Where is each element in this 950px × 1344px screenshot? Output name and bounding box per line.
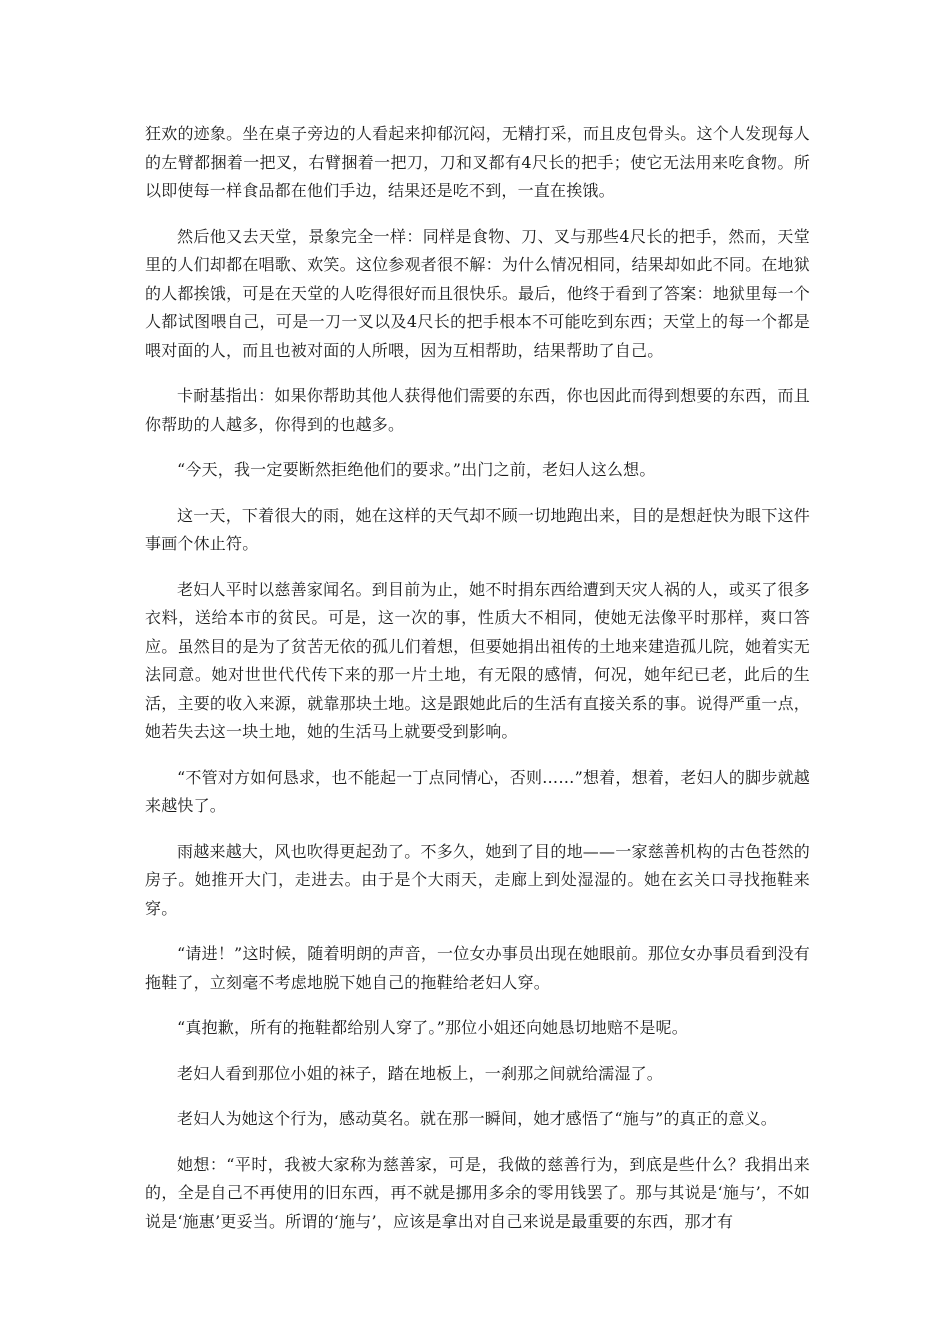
paragraph-12: 老妇人为她这个行为，感动莫名。就在那一瞬间，她才感悟了“施与”的真正的意义。 xyxy=(177,1109,777,1128)
paragraph-2: 然后他又去天堂，景象完全一样：同样是食物、刀、叉与那些4尺长的把手，然而，天堂里的人们却都在唱歌、欢笑。这位参观者很不解：为什么情况相同，结果却如此不同。在地狱的人都挨饿，可是在天堂的人吃得很好而且很快乐。最后，他终于看到了答案：地狱里每一个人都试图喂自己，可是一刀一叉以及4尺长的把手根本不可能吃到东西；天堂上的每一个都是喂对面的人，而且也被对面的人所喂，因为互相帮助，结果帮助了自己。 xyxy=(145,226,810,360)
paragraph-8: 雨越来越大，风也吹得更起劲了。不多久，她到了目的地——一家慈善机构的古色苍然的房子。她推开大门，走进去。由于是个大雨天，走廊上到处湿湿的。她在玄关口寻找拖鞋来穿。 xyxy=(145,841,810,918)
paragraph-11: 老妇人看到那位小姐的袜子，踏在地板上，一刹那之间就给濡湿了。 xyxy=(177,1063,664,1083)
paragraph-13: 她想：“平时，我被大家称为慈善家，可是，我做的慈善行为，到底是些什么？我捐出来的，全是自己不再使用的旧东西，再不就是挪用多余的零用钱罢了。那与其说是‘施与’，不如说是‘施惠’更妥当。所谓的‘施与’，应该是拿出对自己来说是最重要的东西，那才有 xyxy=(145,1154,810,1231)
paragraph-4: “今天，我一定要断然拒绝他们的要求。”出门之前，老妇人这么想。 xyxy=(177,460,656,479)
document-page xyxy=(145,120,810,1253)
paragraph-7: “不管对方如何恳求，也不能起一丁点同情心，否则……”想着，想着，老妇人的脚步就越来越快了。 xyxy=(145,767,810,815)
paragraph-5: 这一天，下着很大的雨，她在这样的天气却不顾一切地跑出来，目的是想赶快为眼下这件事画个休止符。 xyxy=(145,505,810,553)
paragraph-6: 老妇人平时以慈善家闻名。到目前为止，她不时捐东西给遭到天灾人祸的人，或买了很多衣料，送给本市的贫民。可是，这一次的事，性质大不相同，使她无法像平时那样，爽口答应。虽然目的是为了贫苦无依的孤儿们着想，但要她捐出祖传的土地来建造孤儿院，她着实无法同意。她对世世代代传下来的那一片土地，有无限的感情，何况，她年纪已老，此后的生活，主要的收入来源，就靠那块土地。这是跟她此后的生活有直接关系的事。说得严重一点，她若失去这一块土地，她的生活马上就要受到影响。 xyxy=(145,579,810,741)
paragraph-3: 卡耐基指出：如果你帮助其他人获得他们需要的东西，你也因此而得到想要的东西，而且你帮助的人越多，你得到的也越多。 xyxy=(145,386,810,434)
paragraph-9: “请进！”这时候，随着明朗的声音，一位女办事员出现在她眼前。那位女办事员看到没有拖鞋了，立刻毫不考虑地脱下她自己的拖鞋给老妇人穿。 xyxy=(145,944,810,992)
paragraph-10: “真抱歉，所有的拖鞋都给别人穿了。”那位小姐还向她恳切地赔不是呢。 xyxy=(177,1018,688,1037)
paragraph-1: 狂欢的迹象。坐在桌子旁边的人看起来抑郁沉闷，无精打采，而且皮包骨头。这个人发现每人的左臂都捆着一把叉，右臂捆着一把刀，刀和叉都有4尺长的把手；使它无法用来吃食物。所以即使每一样食品都在他们手边，结果还是吃不到，一直在挨饿。 xyxy=(145,124,810,200)
